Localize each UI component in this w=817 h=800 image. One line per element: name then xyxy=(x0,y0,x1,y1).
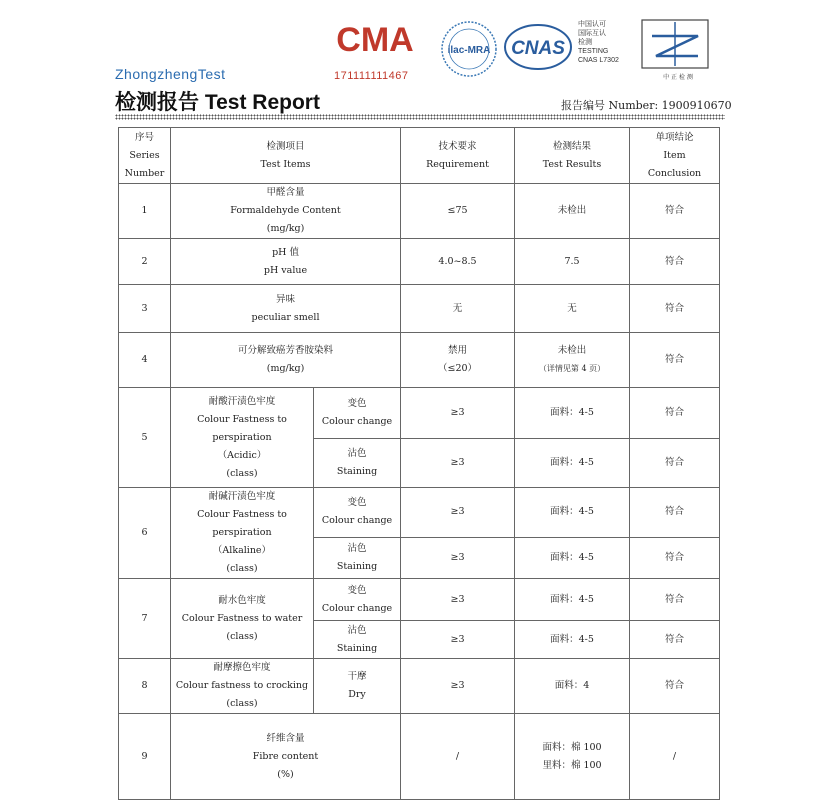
sub-item: 沾色 Staining xyxy=(314,439,401,488)
test-item: pH 值 pH value xyxy=(171,239,401,285)
table-row xyxy=(119,659,720,714)
requirement: 无 xyxy=(401,285,515,333)
cnas-line: TESTING xyxy=(578,48,609,55)
table-row xyxy=(119,333,720,388)
series-number: 6 xyxy=(119,488,171,579)
conclusion: 符合 xyxy=(630,333,720,388)
header-series: 序号 Series Number xyxy=(119,128,171,184)
table-row xyxy=(119,239,720,285)
report-header xyxy=(0,0,817,120)
sub-item: 干摩 Dry xyxy=(314,659,401,714)
series-number: 8 xyxy=(119,659,171,714)
test-result: 面料：4-5 xyxy=(515,621,630,659)
report-number-label: 报告编号 Number: xyxy=(561,99,659,112)
requirement: ≥3 xyxy=(401,579,515,621)
table-row xyxy=(119,714,720,800)
test-result: 未检出 （详情见第 4 页） xyxy=(515,333,630,388)
cnas-accreditation-text xyxy=(578,20,619,65)
test-item: 耐摩擦色牢度 Colour fastness to crocking (class) xyxy=(171,659,314,714)
requirement: ≥3 xyxy=(401,621,515,659)
test-item: 耐水色牢度 Colour Fastness to water (class) xyxy=(171,579,314,659)
table-row xyxy=(119,579,720,621)
test-result: 面料：4 xyxy=(515,659,630,714)
cnas-line: 中国认可 xyxy=(578,21,606,28)
header-test-items: 检测项目 Test Items xyxy=(171,128,401,184)
series-number: 4 xyxy=(119,333,171,388)
conclusion: 符合 xyxy=(630,439,720,488)
conclusion: 符合 xyxy=(630,621,720,659)
conclusion: 符合 xyxy=(630,537,720,578)
requirement: 4.0~8.5 xyxy=(401,239,515,285)
conclusion: 符合 xyxy=(630,659,720,714)
conclusion: 符合 xyxy=(630,285,720,333)
test-item: 纤维含量 Fibre content (%) xyxy=(171,714,401,800)
ilac-logo-text: ilac-MRA xyxy=(447,45,491,56)
cnas-line: 国际互认 xyxy=(578,30,606,37)
conclusion: 符合 xyxy=(630,579,720,621)
report-number-value: 1900910670 xyxy=(661,99,732,112)
sub-item: 变色 Colour change xyxy=(314,579,401,621)
series-number: 7 xyxy=(119,579,171,659)
table-row xyxy=(119,184,720,239)
test-item: 可分解致癌芳香胺染料 (mg/kg) xyxy=(171,333,401,388)
cma-code: 171111111467 xyxy=(334,70,409,82)
test-result: 面料：4-5 xyxy=(515,537,630,578)
test-item: 甲醛含量 Formaldehyde Content (mg/kg) xyxy=(171,184,401,239)
requirement: / xyxy=(401,714,515,800)
test-result: 未检出 xyxy=(515,184,630,239)
zhongzheng-caption: 中 正 检 测 xyxy=(663,74,693,81)
test-result: 面料：4-5 xyxy=(515,579,630,621)
cma-logo xyxy=(336,16,414,60)
zhongzheng-logo xyxy=(640,18,710,80)
sub-item: 变色 Colour change xyxy=(314,388,401,439)
test-result: 7.5 xyxy=(515,239,630,285)
sub-item: 沾色 Staining xyxy=(314,537,401,578)
test-result: 面料：4-5 xyxy=(515,488,630,538)
series-number: 5 xyxy=(119,388,171,488)
cnas-line: 检测 xyxy=(578,39,592,46)
test-item: 异味 peculiar smell xyxy=(171,285,401,333)
header-conclusion: 单项结论 Item Conclusion xyxy=(630,128,720,184)
sub-item: 沾色 Staining xyxy=(314,621,401,659)
page-title: 检测报告 Test Report xyxy=(115,91,320,114)
test-result: 面料：4-5 xyxy=(515,388,630,439)
test-result: 面料：4-5 xyxy=(515,439,630,488)
series-number: 1 xyxy=(119,184,171,239)
cnas-logo-text: CNAS xyxy=(511,38,565,59)
table-header-row xyxy=(119,128,720,184)
cnas-logo xyxy=(503,22,573,72)
header-test-results: 检测结果 Test Results xyxy=(515,128,630,184)
series-number: 3 xyxy=(119,285,171,333)
table-row xyxy=(119,488,720,538)
ilac-mra-logo xyxy=(437,18,501,80)
requirement: ≥3 xyxy=(401,439,515,488)
conclusion: 符合 xyxy=(630,488,720,538)
sub-item: 变色 Colour change xyxy=(314,488,401,538)
report-number xyxy=(561,97,732,113)
test-item: 耐碱汗渍色牢度 Colour Fastness to perspiration （Alkaline） (class) xyxy=(171,488,314,579)
requirement: ≥3 xyxy=(401,388,515,439)
test-result: 无 xyxy=(515,285,630,333)
conclusion: 符合 xyxy=(630,239,720,285)
conclusion: 符合 xyxy=(630,184,720,239)
requirement: ≥3 xyxy=(401,488,515,538)
requirement: ≥3 xyxy=(401,659,515,714)
series-number: 2 xyxy=(119,239,171,285)
test-item: 耐酸汗渍色牢度 Colour Fastness to perspiration （Acidic） (class) xyxy=(171,388,314,488)
requirement: ≥3 xyxy=(401,537,515,578)
requirement: 禁用 （≤20） xyxy=(401,333,515,388)
test-result: 面料：棉 100 里料：棉 100 xyxy=(515,714,630,800)
cma-logo-text: CMA xyxy=(336,21,414,59)
conclusion: 符合 xyxy=(630,388,720,439)
brand-name: ZhongzhengTest xyxy=(115,66,226,82)
series-number: 9 xyxy=(119,714,171,800)
cnas-line: CNAS L7302 xyxy=(578,57,619,64)
header-requirement: 技术要求 Requirement xyxy=(401,128,515,184)
header-divider xyxy=(115,114,725,120)
table-row xyxy=(119,285,720,333)
table-row xyxy=(119,388,720,439)
conclusion: / xyxy=(630,714,720,800)
requirement: ≤75 xyxy=(401,184,515,239)
test-results-table xyxy=(118,127,720,800)
